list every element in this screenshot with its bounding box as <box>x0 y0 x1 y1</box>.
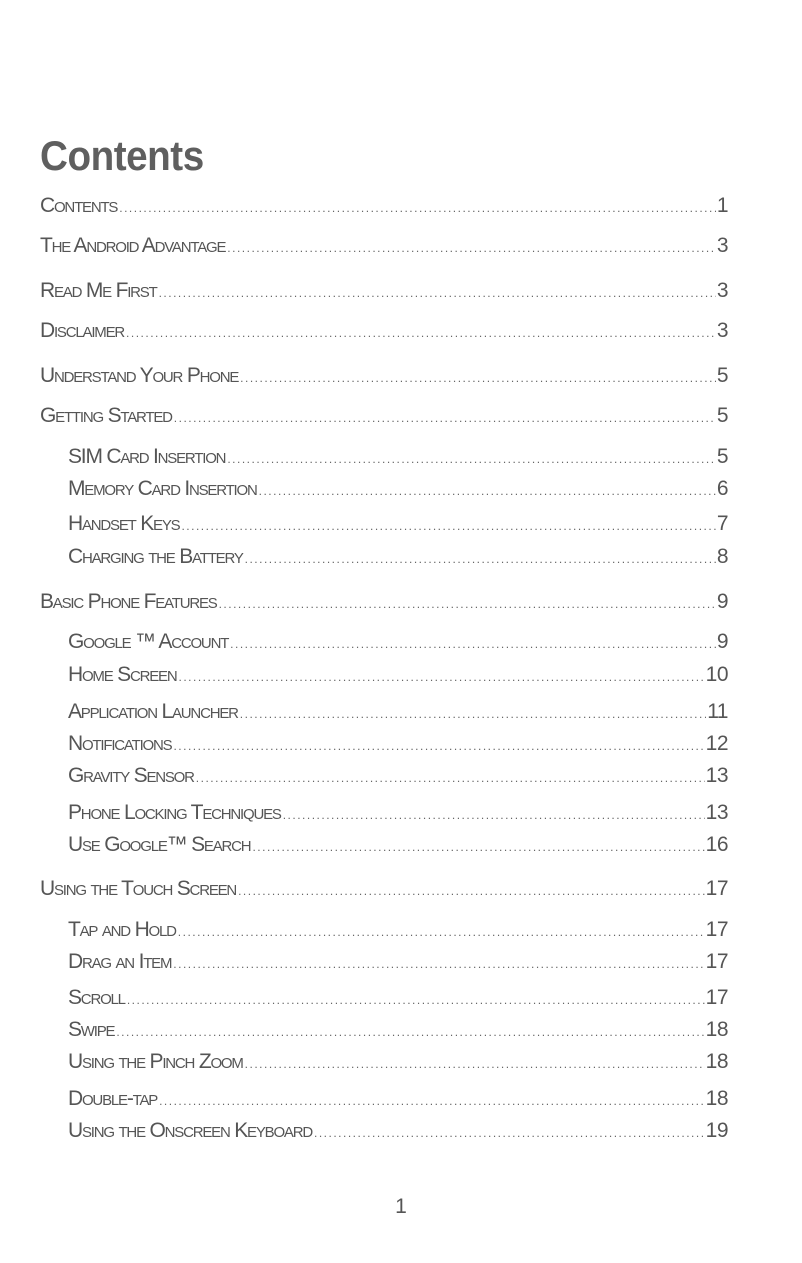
toc-entry-gravity-sensor[interactable] <box>68 764 728 792</box>
toc-entry-label: Getting Started <box>40 404 172 427</box>
toc-leader-dots <box>181 519 715 533</box>
toc-leader-dots <box>159 1094 705 1108</box>
toc-entry-label: Application Launcher <box>68 700 238 723</box>
toc-leader-dots <box>173 957 704 971</box>
toc-entry-label: Disclaimer <box>40 319 125 342</box>
toc-entry-basic-phone-features[interactable] <box>40 590 728 618</box>
toc-entry-label: Use Google™ Search <box>68 833 251 856</box>
toc-entry-page: 18 <box>705 1050 728 1073</box>
toc-entry-home-screen[interactable] <box>68 663 728 691</box>
toc-entry-label: Phone Locking Techniques <box>68 801 281 824</box>
toc-entry-label: Contents <box>40 194 118 217</box>
toc-entry-double-tap[interactable] <box>68 1087 728 1115</box>
toc-leader-dots <box>127 993 705 1007</box>
toc-leader-dots <box>240 707 706 721</box>
toc-entry-page: 9 <box>716 590 728 613</box>
toc-entry-page: 9 <box>716 630 728 653</box>
toc-entry-page: 12 <box>705 732 728 755</box>
toc-entry-label: Swipe <box>68 1018 115 1041</box>
toc-entry-page: 5 <box>716 445 728 468</box>
toc-entry-label: Google ™ Account <box>68 630 229 653</box>
toc-entry-handset-keys[interactable] <box>68 512 728 540</box>
toc-entry-page: 17 <box>705 918 728 941</box>
page-title: Contents <box>40 132 204 179</box>
toc-entry-phone-locking-techniques[interactable] <box>68 801 728 829</box>
toc-entry-read-me-first[interactable] <box>40 279 728 307</box>
toc-entry-label: Tap and Hold <box>68 918 176 941</box>
toc-entry-label: Using the Pinch Zoom <box>68 1050 243 1073</box>
toc-entry-page: 3 <box>716 319 728 342</box>
toc-entry-label: Scroll <box>68 986 125 1009</box>
toc-leader-dots <box>314 1126 705 1140</box>
toc-entry-tap-and-hold[interactable] <box>68 918 728 946</box>
toc-entry-page: 13 <box>705 764 728 787</box>
toc-entry-use-google-search[interactable] <box>68 833 728 861</box>
toc-entry-using-the-pinch-zoom[interactable] <box>68 1050 728 1078</box>
toc-entry-charging-the-battery[interactable] <box>68 545 728 573</box>
toc-entry-page: 18 <box>705 1087 728 1110</box>
toc-leader-dots <box>227 452 716 466</box>
toc-entry-page: 11 <box>707 700 728 723</box>
toc-entry-disclaimer[interactable] <box>40 319 728 347</box>
toc-leader-dots <box>116 1025 704 1039</box>
toc-entry-understand-your-phone[interactable] <box>40 364 728 392</box>
toc-leader-dots <box>240 371 716 385</box>
toc-entry-page: 19 <box>705 1119 728 1142</box>
toc-entry-label: Charging the Battery <box>68 545 243 568</box>
toc-entry-label: SIM Card Insertion <box>68 445 226 468</box>
toc-entry-page: 5 <box>716 364 728 387</box>
toc-entry-label: The Android Advantage <box>40 234 226 257</box>
toc-entry-page: 5 <box>716 404 728 427</box>
toc-leader-dots <box>119 201 716 215</box>
toc-entry-android-advantage[interactable] <box>40 234 728 262</box>
toc-entry-label: Understand Your Phone <box>40 364 239 387</box>
toc-leader-dots <box>178 925 705 939</box>
toc-entry-label: Handset Keys <box>68 512 180 535</box>
toc-entry-page: 3 <box>716 234 728 257</box>
page-number: 1 <box>395 1195 407 1218</box>
toc-leader-dots <box>173 739 704 753</box>
toc-entry-sim-card-insertion[interactable] <box>68 445 728 473</box>
toc-leader-dots <box>230 637 716 651</box>
toc-leader-dots <box>245 1057 705 1071</box>
toc-entry-page: 8 <box>716 545 728 568</box>
toc-entry-page: 7 <box>716 512 728 535</box>
toc-entry-page: 13 <box>705 801 728 824</box>
toc-entry-page: 1 <box>716 194 728 217</box>
toc-entry-using-the-onscreen-keyboard[interactable] <box>68 1119 728 1147</box>
toc-entry-page: 16 <box>705 833 728 856</box>
toc-entry-page: 17 <box>705 877 728 900</box>
toc-leader-dots <box>227 241 716 255</box>
toc-leader-dots <box>196 771 705 785</box>
toc-entry-using-the-touch-screen[interactable] <box>40 877 728 905</box>
toc-leader-dots <box>159 286 716 300</box>
toc-leader-dots <box>178 670 704 684</box>
toc-leader-dots <box>259 484 716 498</box>
toc-entry-notifications[interactable] <box>68 732 728 760</box>
toc-entry-label: Memory Card Insertion <box>68 477 257 500</box>
toc-entry-application-launcher[interactable] <box>68 700 728 728</box>
toc-entry-page: 17 <box>705 986 728 1009</box>
toc-entry-scroll[interactable] <box>68 986 728 1014</box>
toc-leader-dots <box>174 411 716 425</box>
toc-leader-dots <box>238 884 705 898</box>
toc-entry-label: Basic Phone Features <box>40 590 217 613</box>
toc-leader-dots <box>252 840 704 854</box>
toc-leader-dots <box>126 326 716 340</box>
toc-entry-getting-started[interactable] <box>40 404 728 432</box>
toc-entry-contents[interactable] <box>40 194 728 222</box>
toc-entry-label: Double-tap <box>68 1087 158 1110</box>
toc-entry-label: Home Screen <box>68 663 177 686</box>
toc-entry-memory-card-insertion[interactable] <box>68 477 728 505</box>
toc-entry-page: 17 <box>705 950 728 973</box>
toc-entry-swipe[interactable] <box>68 1018 728 1046</box>
toc-leader-dots <box>245 552 716 566</box>
toc-entry-label: Using the Onscreen Keyboard <box>68 1119 312 1142</box>
toc-leader-dots <box>219 597 716 611</box>
toc-leader-dots <box>283 808 705 822</box>
toc-entry-page: 3 <box>716 279 728 302</box>
toc-entry-label: Drag an Item <box>68 950 172 973</box>
toc-entry-label: Notifications <box>68 732 172 755</box>
toc-entry-google-account[interactable] <box>68 630 728 658</box>
toc-entry-drag-an-item[interactable] <box>68 950 728 978</box>
toc-entry-label: Gravity Sensor <box>68 764 194 787</box>
toc-entry-page: 6 <box>716 477 728 500</box>
toc-entry-page: 10 <box>705 663 728 686</box>
toc-entry-label: Read Me First <box>40 279 157 302</box>
toc-entry-page: 18 <box>705 1018 728 1041</box>
toc-entry-label: Using the Touch Screen <box>40 877 237 900</box>
